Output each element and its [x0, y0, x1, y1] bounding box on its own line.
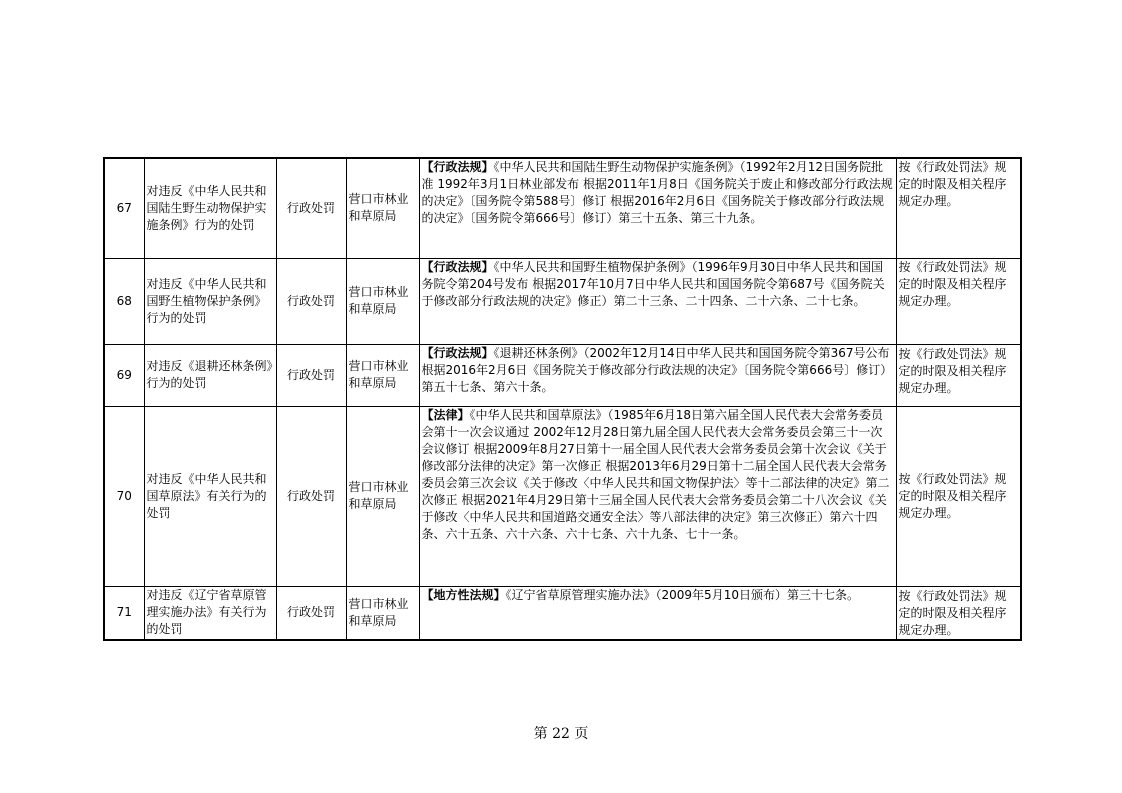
processing-rule: 按《行政处罚法》规定的时限及相关程序规定办理。: [896, 586, 1021, 640]
power-type: 行政处罚: [276, 344, 346, 406]
power-type: 行政处罚: [276, 586, 346, 640]
basis-tag: 【行政法规】: [421, 160, 494, 174]
processing-rule: 按《行政处罚法》规定的时限及相关程序规定办理。: [896, 158, 1021, 258]
table-row: [104, 406, 1021, 586]
basis-text: 《退耕还林条例》（2002年12月14日中华人民共和国国务院令第367号公布 根据2016年2月6日《国务院关于修改部分行政法规的决定》〔国务院令第666号〕修订）第五十七条、第六十条。: [421, 345, 893, 394]
row-number: 67: [104, 158, 144, 258]
basis-tag: 【行政法规】: [421, 259, 494, 274]
legal-basis: [419, 586, 896, 640]
item-name: 对违反《中华人民共和国草原法》有关行为的处罚: [144, 406, 276, 586]
processing-rule: 按《行政处罚法》规定的时限及相关程序规定办理。: [896, 258, 1021, 344]
department: 营口市林业和草原局: [346, 344, 419, 406]
legal-basis: [419, 344, 896, 406]
legal-basis: [419, 158, 896, 258]
basis-tag: 【行政法规】: [421, 345, 494, 360]
power-type: 行政处罚: [276, 406, 346, 586]
legal-basis: [419, 258, 896, 344]
power-type: 行政处罚: [276, 158, 346, 258]
item-name: 对违反《中华人民共和国野生植物保护条例》行为的处罚: [144, 258, 276, 344]
item-name: 对违反《中华人民共和国陆生野生动物保护实施条例》行为的处罚: [144, 158, 276, 258]
row-number: 70: [104, 406, 144, 586]
power-type: 行政处罚: [276, 258, 346, 344]
department: 营口市林业和草原局: [346, 158, 419, 258]
basis-text: 《中华人民共和国草原法》（1985年6月18日第六届全国人民代表大会常务委员会第十一次会议通过 2002年12月28日第九届全国人民代表大会常务委员会第三十一次会议修订 根据2009年8月27日第十一届全国人民代表大会常务委员会第十次会议《关于修改部分法律的决定》第一次修正 根据2013年6月29日第十二届全国人民代表大会常务委员会第三次会议《关于修改〈中华人民共和国文物保护法〉等十二部法律的决定》第二次修正 根据2021年4月29日第十三届全国人民代表大会常务委员会第二十八次会议《关于修改〈中华人民共和国道路交通安全法〉等八部法律的决定》第三次修正）第六十四条、六十五条、六十六条、六十七条、六十九条、七十一条。: [421, 407, 890, 541]
row-number: 69: [104, 344, 144, 406]
table-row: [104, 586, 1021, 640]
page-number: 第 22 页: [533, 726, 589, 742]
table-row: [104, 258, 1021, 344]
basis-tag: 【地方性法规】: [421, 587, 506, 602]
enforcement-table: [103, 157, 1022, 641]
department: 营口市林业和草原局: [346, 586, 419, 640]
item-name: 对违反《退耕还林条例》行为的处罚: [144, 344, 276, 406]
processing-rule: 按《行政处罚法》规定的时限及相关程序规定办理。: [896, 406, 1021, 586]
item-name: 对违反《辽宁省草原管理实施办法》有关行为的处罚: [144, 586, 276, 640]
department: 营口市林业和草原局: [346, 258, 419, 344]
row-number: 68: [104, 258, 144, 344]
table-row: [104, 158, 1021, 258]
department: 营口市林业和草原局: [346, 406, 419, 586]
basis-text: 《中华人民共和国陆生野生动物保护实施条例》（1992年2月12日国务院批准 1992年3月1日林业部发布 根据2011年1月8日《国务院关于废止和修改部分行政法规的决定》〔国务院令第588号〕修订 根据2016年2月6日《国务院关于修改部分行政法规的决定》〔国务院令第666号〕修订）第三十五条、第三十九条。: [421, 160, 893, 225]
basis-text: 《辽宁省草原管理实施办法》（2009年5月10日颁布）第三十七条。: [505, 587, 859, 602]
legal-basis: [419, 406, 896, 586]
basis-tag: 【法律】: [421, 407, 470, 422]
table-row: [104, 344, 1021, 406]
basis-text: 《中华人民共和国野生植物保护条例》（1996年9月30日中华人民共和国国务院令第204号发布 根据2017年10月7日中华人民共和国国务院令第687号《国务院关于修改部分行政法规的决定》修正）第二十三条、二十四条、二十六条、二十七条。: [421, 259, 885, 308]
row-number: 71: [104, 586, 144, 640]
processing-rule: 按《行政处罚法》规定的时限及相关程序规定办理。: [896, 344, 1021, 406]
